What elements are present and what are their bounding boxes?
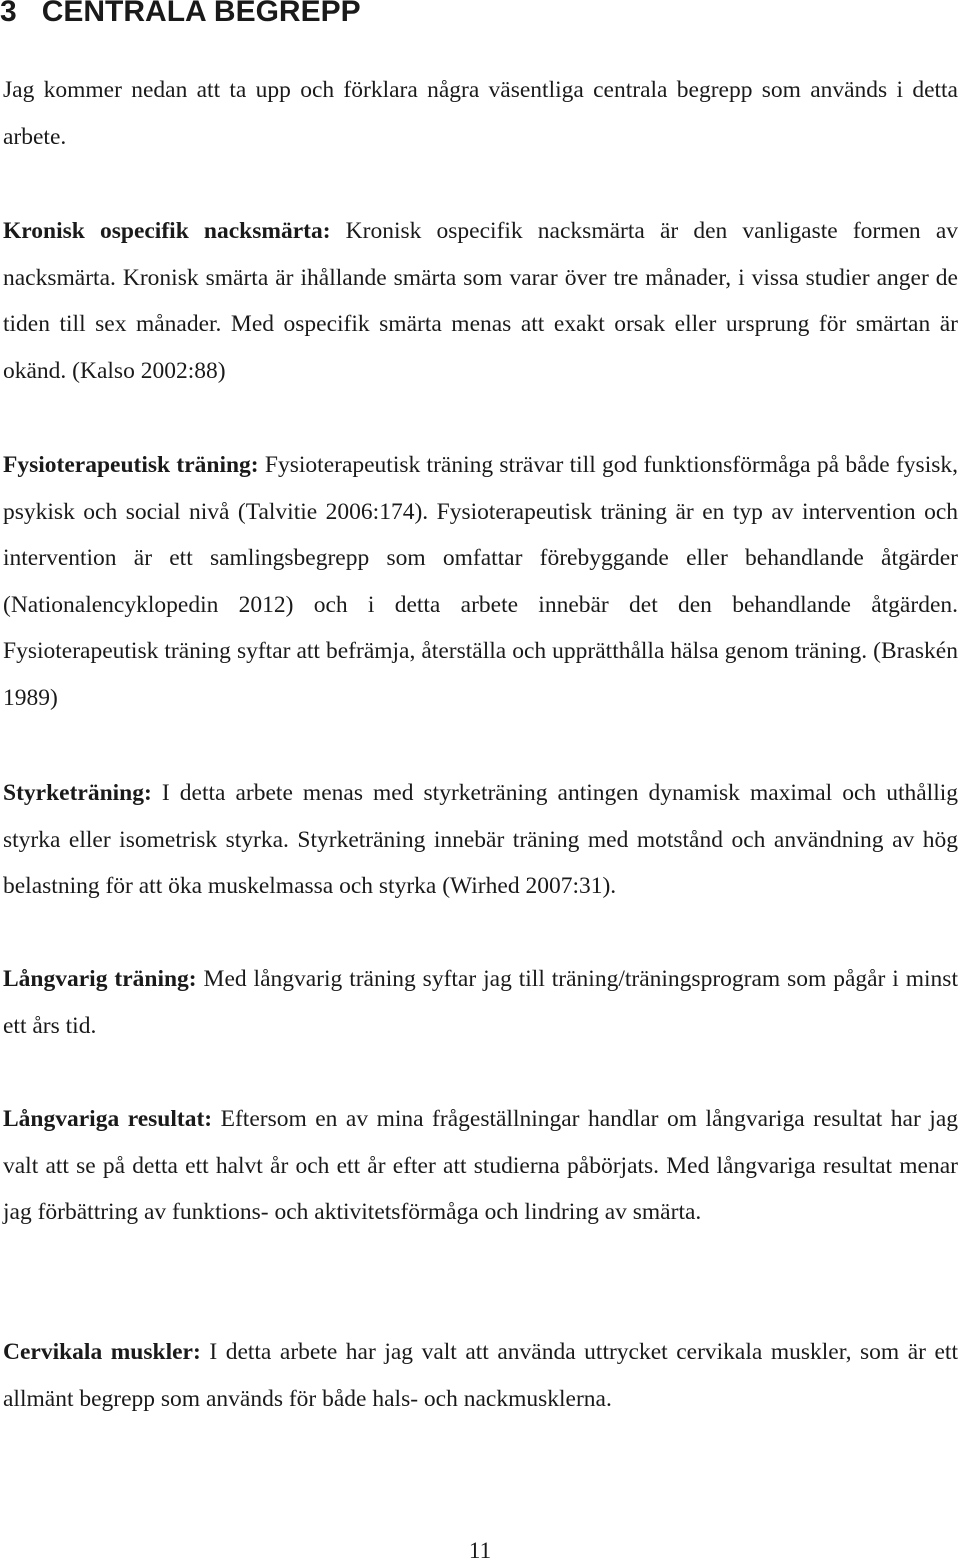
definition-text: Fysioterapeutisk träning strävar till god funktionsförmåga på både fysisk, psykisk och social nivå (Talvitie 2006:174). Fysioterapeutisk träning är en typ av intervention och intervention är ett samlingsbegrepp som omfattar förebyggande eller behandlande åtgärder (Nationalencyklopedin 2012) och i detta arbete innebär det den behandlande åtgärden. Fysioterapeutisk träning syftar att befrämja, återställa och upprätthålla hälsa genom träning. (Braskén 1989)	[3, 452, 959, 711]
section-heading	[0, 0, 361, 32]
definition-term: Fysioterapeutisk träning:	[3, 452, 259, 478]
section-number: 3	[0, 0, 17, 28]
definition-paragraph	[3, 442, 958, 721]
definition-term: Långvarig träning:	[3, 966, 197, 992]
definition-text: Kronisk ospecifik nacksmärta är den vanligaste formen av nacksmärta. Kronisk smärta är ihållande smärta som varar över tre månader, i vissa studier anger de tiden till sex månader. Med ospecifik smärta menas att exakt orsak eller ursprung för smärtan är okänd. (Kalso 2002:88)	[3, 218, 958, 384]
definition-paragraph	[3, 208, 958, 394]
definition-paragraph	[3, 1329, 958, 1422]
definition-term: Långvariga resultat:	[3, 1106, 213, 1132]
section-title: CENTRALA BEGREPP	[41, 0, 361, 28]
definition-paragraph	[3, 1096, 958, 1236]
definition-text: I detta arbete har jag valt att använda uttrycket cervikala muskler, som är ett allmänt begrepp som används för både hals- och nackmusklerna.	[3, 1339, 958, 1412]
intro-paragraph: Jag kommer nedan att ta upp och förklara några väsentliga centrala begrepp som används i detta arbete.	[3, 77, 958, 150]
page-number: 11	[468, 1538, 492, 1563]
definition-term: Styrketräning:	[3, 780, 152, 806]
definition-text: Med långvarig träning syftar jag till träning/träningsprogram som pågår i minst ett års tid.	[3, 966, 958, 1039]
definition-term: Kronisk ospecifik nacksmärta:	[3, 218, 331, 244]
definition-paragraph	[3, 956, 958, 1049]
definition-term: Cervikala muskler:	[3, 1339, 201, 1365]
definition-paragraph	[3, 770, 958, 910]
definition-text: I detta arbete menas med styrketräning antingen dynamisk maximal och uthållig styrka eller isometrisk styrka. Styrketräning innebär träning med motstånd och användning av hög belastning för att öka muskelmassa och styrka (Wirhed 2007:31).	[3, 780, 959, 899]
definition-text: Eftersom en av mina frågeställningar handlar om långvariga resultat har jag valt att se på detta ett halvt år och ett år efter att studierna påbörjats. Med långvariga resultat menar jag förbättring av funktions- och aktivitetsförmåga och lindring av smärta.	[3, 1106, 958, 1225]
